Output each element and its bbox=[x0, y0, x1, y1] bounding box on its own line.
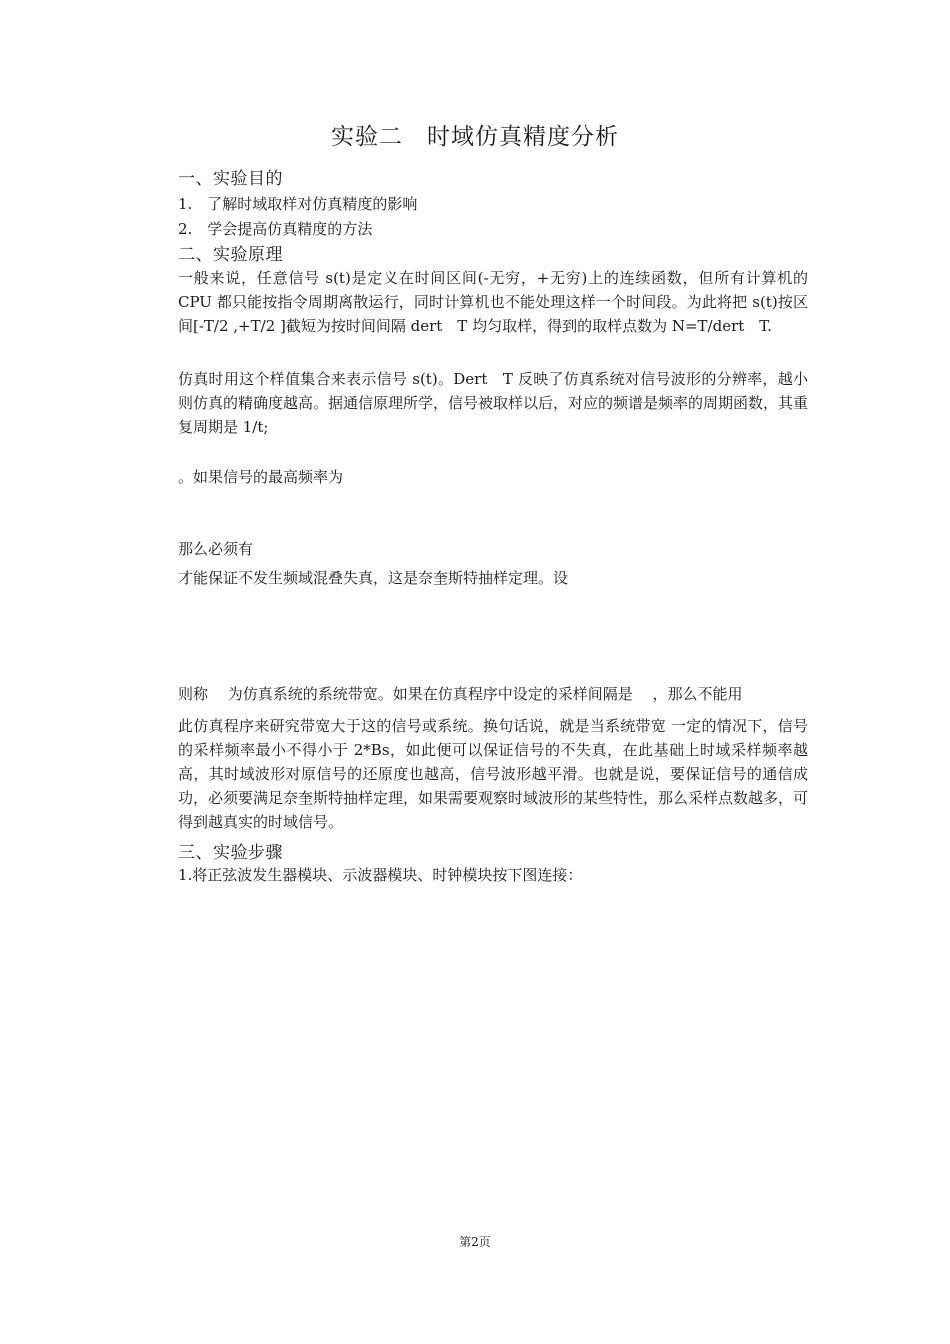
section-heading-steps: 三、实验步骤 bbox=[178, 843, 283, 863]
principle-line-nyquist: 才能保证不发生频域混叠失真，这是奈奎斯特抽样定理。设 bbox=[178, 569, 569, 587]
principle-line-bandwidth: 则称 为仿真系统的系统带宽。如果在仿真程序中设定的采样间隔是 ，那么不能用 bbox=[178, 685, 743, 703]
principle-line-max-frequency: 。如果信号的最高频率为 bbox=[178, 468, 344, 486]
page-number: 第2页 bbox=[459, 1235, 491, 1249]
purpose-item-1: 1. 了解时域取样对仿真精度的影响 bbox=[178, 195, 418, 213]
section-heading-purpose: 一、实验目的 bbox=[178, 169, 283, 189]
principle-paragraph-1: 一般来说，任意信号 s(t)是定义在时间区间(-无穷，+无穷)上的连续函数，但所有计算机的 CPU 都只能按指令周期离散运行，同时计算机也不能处理这样一个时间段。为此将把 s(t)按区间[-T/2 ,+T/2 ]截短为按时间间隔 dert T 均匀取样，得到的取样点数为 N=T/dert T. bbox=[178, 269, 808, 335]
principle-paragraph-2: 仿真时用这个样值集合来表示信号 s(t)。Dert T 反映了仿真系统对信号波形的分辨率，越小则仿真的精确度越高。据通信原理所学，信号被取样以后，对应的频谱是频率的周期函数，其重复周期是 1/t; bbox=[178, 370, 809, 436]
principle-paragraph-3: 此仿真程序来研究带宽大于这的信号或系统。换句话说，就是当系统带宽 一定的情况下，信号的采样频率最小不得小于 2*Bs，如此便可以保证信号的不失真，在此基础上时域采样频率越高，其时域波形对原信号的还原度也越高，信号波形越平滑。也就是说，要保证信号的通信成功，必须要满足奈奎斯特抽样定理，如果需要观察时域波形的某些特性，那么采样点数越多，可得到越真实的时域信号。 bbox=[178, 717, 809, 831]
page-title: 实验二 时域仿真精度分析 bbox=[331, 124, 619, 150]
step-1: 1.将正弦波发生器模块、示波器模块、时钟模块按下图连接： bbox=[178, 866, 583, 884]
purpose-item-2: 2. 学会提高仿真精度的方法 bbox=[178, 220, 373, 238]
section-heading-principle: 二、实验原理 bbox=[178, 245, 283, 265]
principle-line-must-have: 那么必须有 bbox=[178, 540, 254, 558]
